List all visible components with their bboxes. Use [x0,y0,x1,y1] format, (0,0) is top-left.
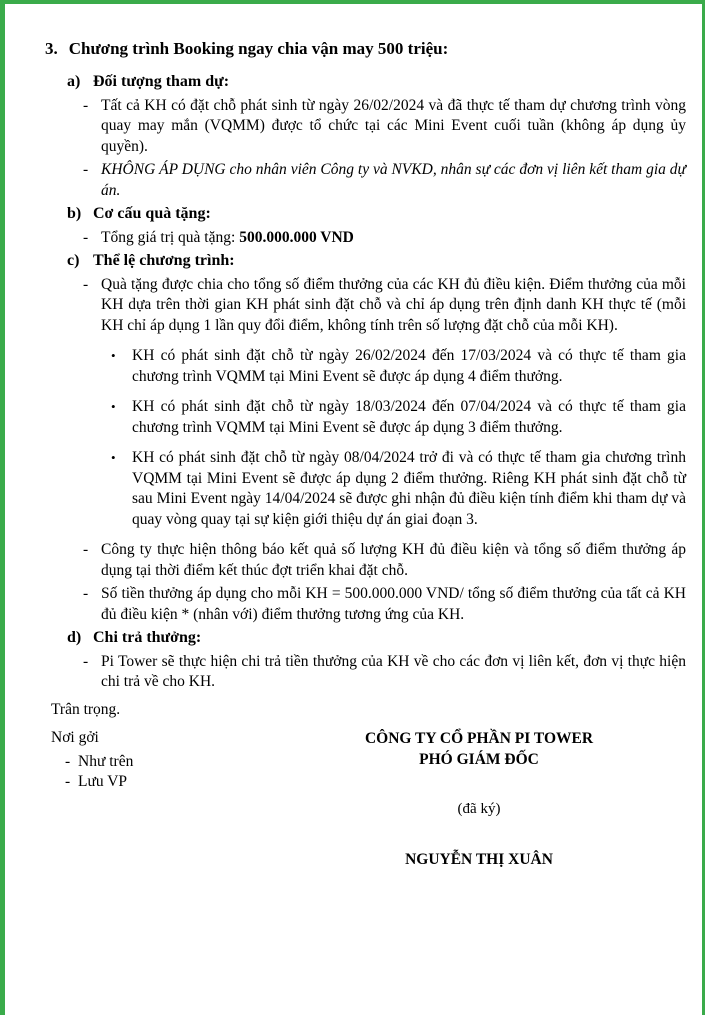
recipients-title: Nơi gởi [51,729,99,746]
signature-role: PHÓ GIÁM ĐỐC [419,751,539,768]
section-c-bullet-1: KH có phát sinh đặt chỗ từ ngày 26/02/2024 đến 17/03/2024 và có thực tế tham gia chương trình VQMM tại Mini Event sẽ được áp dụng 4 điểm thưởng. [132,347,686,385]
subsection-a-label: a) [67,73,81,90]
list-item [83,652,686,693]
subsection-b-label: b) [67,205,82,222]
list-item [83,96,686,158]
section-heading [45,38,686,60]
section-c-bullet-2: KH có phát sinh đặt chỗ từ ngày 18/03/2024 đến 07/04/2024 và có thực tế tham gia chương trình VQMM tại Mini Event sẽ được áp dụng 3 điểm thưởng. [132,398,686,436]
dash-marker: - [83,96,89,114]
list-item [83,228,686,249]
closing-text: Trân trọng. [51,700,121,718]
dash-marker: - [83,585,89,602]
list-item [111,397,686,438]
section-c-item-3: Số tiền thưởng áp dụng cho mỗi KH = 500.000.000 VND/ tổng số điểm thưởng của tất cả KH đủ điều kiện * (nhân với) điểm thưởng tương ứng của KH. [101,585,686,623]
subsection-b-title-text: Cơ cấu quà tặng: [93,205,211,222]
section-c-item-2: Công ty thực hiện thông báo kết quả số lượng KH đủ điều kiện và tổng số điểm thưởng áp dụng tại thời điểm kết thúc đợt triển khai đặt chỗ. [101,541,686,579]
subsection-a-title [67,72,686,93]
recipient-2: Lưu VP [78,772,128,790]
recipient-item [65,752,133,772]
gift-value-prefix: Tổng giá trị quà tặng: [101,228,240,246]
subsection-d-title [67,628,686,649]
list-item [111,448,686,530]
recipient-1: Như trên [78,752,134,770]
dash-marker: - [83,275,89,293]
section-c-bullet-3: KH có phát sinh đặt chỗ từ ngày 08/04/2024 trở đi và có thực tế tham gia chương trình VQMM tại Mini Event sẽ được áp dụng 2 điểm thưởng. Riêng KH phát sinh đặt chỗ từ sau Mini Event ngày 14/04/2024 sẽ được ghi nhận đủ điều kiện tính điểm khi tham dự và quay vòng quay tại sự kiện giới thiệu dự án giai đoạn 3. [132,449,686,528]
bullet-marker: • [111,450,116,465]
subsection-d-label: d) [67,629,82,646]
subsection-c-label: c) [67,252,80,269]
signature-name: NGUYỄN THỊ XUÂN [405,851,553,868]
bullet-marker: • [111,399,116,414]
subsection-a-title-text: Đối tượng tham dự: [93,73,230,90]
recipient-item [65,772,133,792]
subsection-c-title [67,251,686,272]
section-d-item-1: Pi Tower sẽ thực hiện chi trả tiền thưởng của KH về cho các đơn vị liên kết, đơn vị thực hiện chi trả về cho KH. [101,652,686,690]
section-title: Chương trình Booking ngay chia vận may 500 triệu: [68,39,449,58]
document-content [5,4,702,870]
signature-company: CÔNG TY CỔ PHẦN PI TOWER [364,730,594,747]
subsection-c-title-text: Thể lệ chương trình: [93,252,235,269]
recipients-block [51,728,133,870]
dash-marker: - [83,161,89,178]
section-c-item-1: Quà tặng được chia cho tổng số điểm thưởng của các KH đủ điều kiện. Điểm thưởng của mỗi KH dựa trên thời gian KH phát sinh đặt chỗ và chỉ áp dụng trên định danh KH thực tế (mỗi KH chỉ áp dụng 1 lần quy đổi điểm, không tính trên số lượng đặt chỗ của mỗi KH). [101,275,686,334]
subsection-d-title-text: Chi trả thưởng: [93,629,202,646]
section-b-item-1 [101,228,686,249]
list-item [83,160,686,201]
dash-marker: - [83,228,89,246]
dash-marker: - [65,752,71,770]
signature-block [324,728,634,870]
list-item [83,584,686,625]
dash-marker: - [65,772,71,790]
section-a-item-2: KHÔNG ÁP DỤNG cho nhân viên Công ty và NVKD, nhân sự các đơn vị liên kết tham gia dự án. [101,161,686,199]
dash-marker: - [83,541,89,558]
signature-signed-note: (đã ký) [457,801,501,817]
dash-marker: - [83,652,89,670]
list-item [111,346,686,387]
gift-value-amount: 500.000.000 VND [239,228,354,246]
section-a-item-1: Tất cả KH có đặt chỗ phát sinh từ ngày 26/02/2024 và đã thực tế tham dự chương trình vòng quay may mắn (VQMM) được tổ chức tại các Mini Event cuối tuần (không áp dụng ủy quyền). [101,96,686,155]
list-item [83,275,686,337]
list-item [83,540,686,581]
footer-row [45,728,686,870]
section-number: 3. [45,39,58,58]
subsection-b-title [67,204,686,225]
bullet-marker: • [111,348,116,363]
